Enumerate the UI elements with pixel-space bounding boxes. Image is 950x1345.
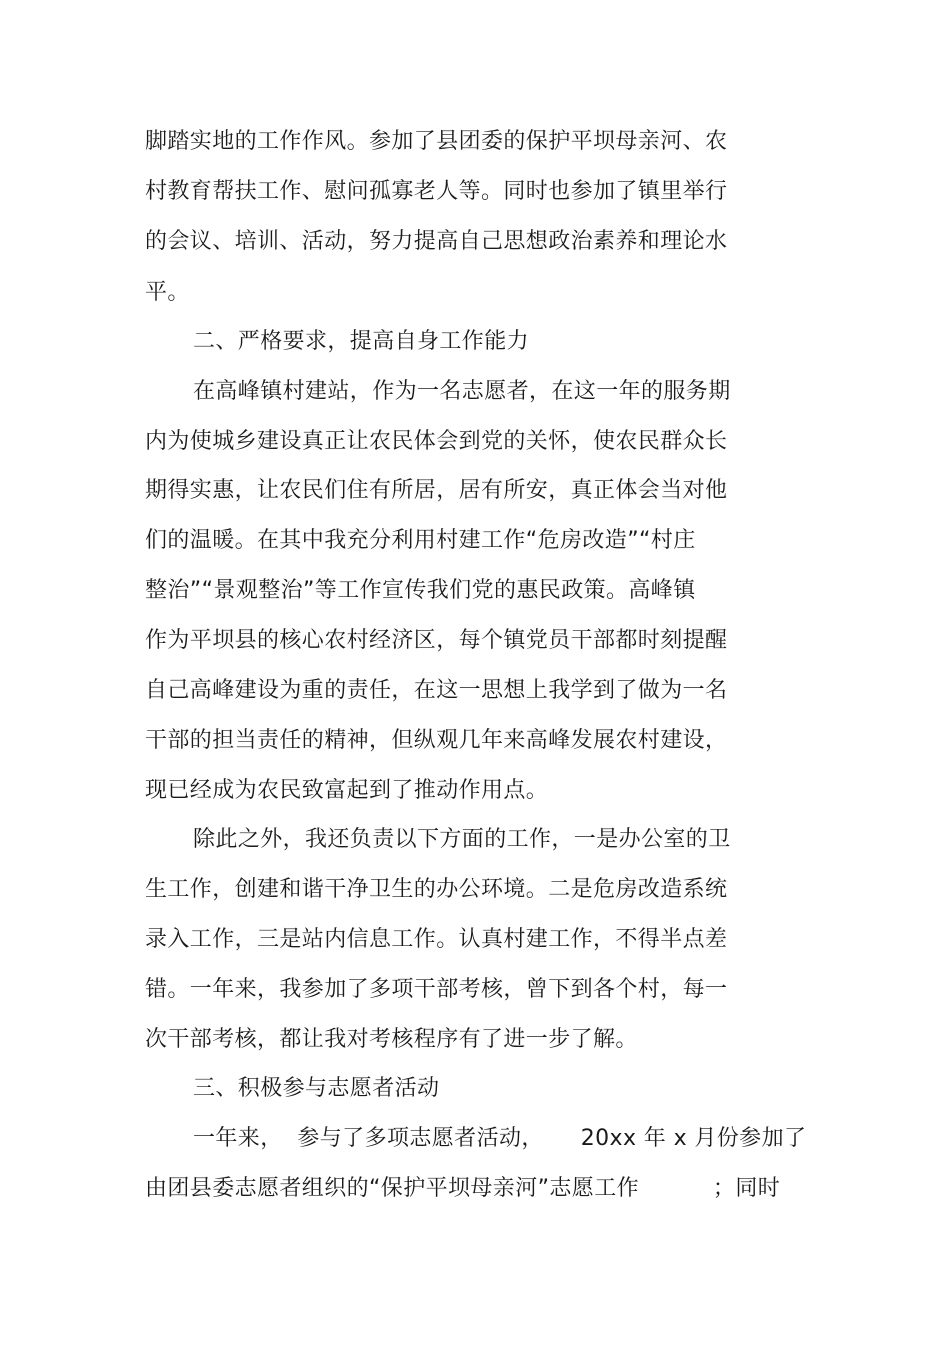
paragraph-line: 整治”“景观整治”等工作宣传我们党的惠民政策。高峰镇 — [145, 578, 696, 603]
paragraph-line: 作为平坝县的核心农村经济区，每个镇党员干部都时刻提醒 — [145, 628, 728, 653]
paragraph-line: 除此之外，我还负责以下方面的工作，一是办公室的卫 — [193, 827, 731, 852]
paragraph-line: 内为使城乡建设真正让农民体会到党的关怀，使农民群众长 — [145, 429, 728, 454]
paragraph-line: 干部的担当责任的精神，但纵观几年来高峰发展农村建设， — [145, 728, 728, 753]
paragraph-line: 自己高峰建设为重的责任，在这一思想上我学到了做为一名 — [145, 678, 728, 703]
paragraph-line: 期得实惠，让农民们住有所居，居有所安，真正体会当对他 — [145, 478, 728, 503]
paragraph-line: 录入工作，三是站内信息工作。认真村建工作，不得半点差 — [145, 927, 728, 952]
section-heading: 二、严格要求，提高自身工作能力 — [193, 329, 530, 354]
paragraph-line: 一年来， 参与了多项志愿者活动， 20xx 年 x 月份参加了 — [193, 1126, 807, 1151]
paragraph-line: 现已经成为农民致富起到了推动作用点。 — [145, 778, 549, 803]
paragraph-line: 由团县委志愿者组织的“保护平坝母亲河”志愿工作 ；同时 — [145, 1176, 781, 1201]
paragraph-line: 平。 — [145, 280, 190, 305]
paragraph-line: 生工作，创建和谐干净卫生的办公环境。二是危房改造系统 — [145, 877, 728, 902]
paragraph-line: 脚踏实地的工作作风。参加了县团委的保护平坝母亲河、农 — [145, 129, 728, 154]
paragraph-line: 次干部考核，都让我对考核程序有了进一步了解。 — [145, 1027, 638, 1052]
paragraph-line: 们的温暖。在其中我充分利用村建工作“危房改造”“村庄 — [145, 528, 696, 553]
paragraph-line: 在高峰镇村建站，作为一名志愿者，在这一年的服务期 — [193, 379, 731, 404]
paragraph-line: 村教育帮扶工作、慰问孤寡老人等。同时也参加了镇里举行 — [145, 179, 728, 204]
paragraph-line: 错。一年来，我参加了多项干部考核，曾下到各个村，每一 — [145, 977, 728, 1002]
section-heading: 三、积极参与志愿者活动 — [193, 1076, 440, 1101]
paragraph-line: 的会议、培训、活动，努力提高自己思想政治素养和理论水 — [145, 229, 728, 254]
